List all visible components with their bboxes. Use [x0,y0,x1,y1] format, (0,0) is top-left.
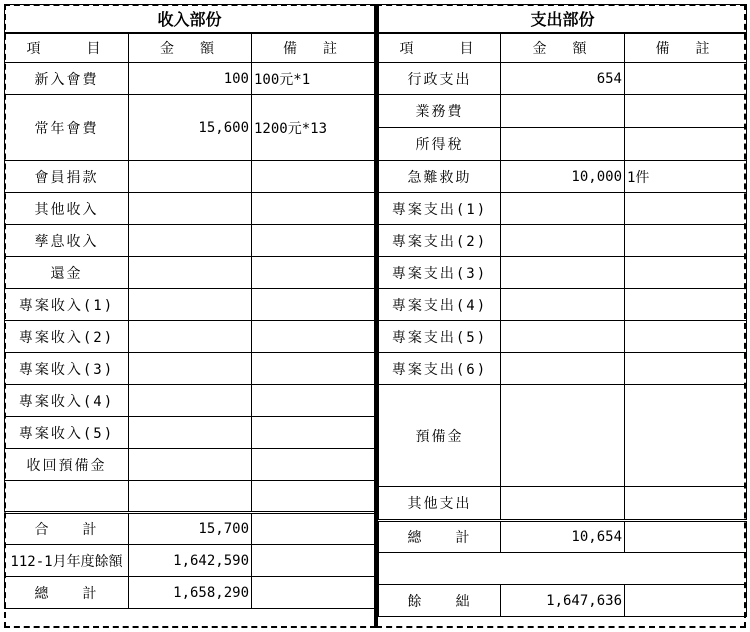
expense-col-item: 項 目 [379,33,501,63]
income-item: 專案收入(2) [5,321,129,353]
table-row [379,95,747,128]
table-row [379,63,747,95]
expense-note: 1件 [625,161,747,193]
expense-balance-row [379,585,747,617]
expense-amount [501,193,625,225]
income-total-row [5,577,375,609]
income-amount [129,193,252,225]
income-subtotal-label: 合 計 [5,513,129,545]
table-row [379,289,747,321]
income-note [252,353,375,385]
table-row [5,289,375,321]
table-row [5,225,375,257]
table-row [5,63,375,95]
expense-blank-row [379,553,747,585]
income-item: 專案收入(4) [5,385,129,417]
income-note [252,193,375,225]
income-amount: 100 [129,63,252,95]
table-row [379,128,747,161]
table-row [379,193,747,225]
expense-note [625,289,747,321]
income-note: 100元*1 [252,63,375,95]
expense-note [625,225,747,257]
income-carryover-note [252,545,375,577]
expense-item: 專案支出(1) [379,193,501,225]
table-row [379,353,747,385]
income-item: 孳息收入 [5,225,129,257]
income-amount [129,257,252,289]
income-amount [129,289,252,321]
expense-col-amount: 金 額 [501,33,625,63]
expense-amount [501,353,625,385]
income-item: 收回預備金 [5,449,129,481]
table-row [5,481,375,513]
expense-amount [501,289,625,321]
table-row [379,385,747,487]
income-table [4,4,375,609]
table-row [379,487,747,521]
income-total-amount: 1,658,290 [129,577,252,609]
income-note [252,385,375,417]
income-note [252,289,375,321]
table-row [379,161,747,193]
expense-note [625,385,747,487]
table-row [5,193,375,225]
expense-note [625,321,747,353]
expense-blank-cell [379,553,747,585]
ledger-sheet [4,4,746,628]
income-amount [129,481,252,513]
income-item: 新入會費 [5,63,129,95]
expense-item: 專案支出(5) [379,321,501,353]
income-note [252,321,375,353]
expense-note [625,487,747,521]
income-item: 常年會費 [5,95,129,161]
income-note [252,225,375,257]
income-carryover-amount: 1,642,590 [129,545,252,577]
table-row [379,321,747,353]
income-col-item: 項 目 [5,33,129,63]
income-amount: 15,600 [129,95,252,161]
income-note [252,257,375,289]
expense-subtotal-row [379,521,747,553]
expense-amount: 654 [501,63,625,95]
income-carryover-row [5,545,375,577]
expense-title: 支出部份 [379,5,747,33]
table-row [5,95,375,161]
expense-amount [501,257,625,289]
income-subtotal-note [252,513,375,545]
expense-note [625,95,747,128]
income-total-note [252,577,375,609]
income-item: 專案收入(3) [5,353,129,385]
expense-item: 其他支出 [379,487,501,521]
table-row [5,321,375,353]
table-row [5,161,375,193]
table-row [379,257,747,289]
expense-item: 急難救助 [379,161,501,193]
expense-amount [501,95,625,128]
table-row [5,385,375,417]
table-row [5,449,375,481]
income-total-label: 總 計 [5,577,129,609]
expense-amount [501,128,625,161]
income-amount [129,321,252,353]
income-amount [129,225,252,257]
income-col-note: 備 註 [252,33,375,63]
expense-table [378,4,747,617]
income-note [252,161,375,193]
income-item: 專案收入(5) [5,417,129,449]
expense-note [625,257,747,289]
income-note [252,449,375,481]
expense-amount [501,385,625,487]
expense-col-note: 備 註 [625,33,747,63]
expense-item: 專案支出(3) [379,257,501,289]
expense-item: 所得稅 [379,128,501,161]
expense-subtotal-label: 總 計 [379,521,501,553]
expense-item: 專案支出(6) [379,353,501,385]
table-row [5,417,375,449]
income-item: 還金 [5,257,129,289]
expense-note [625,193,747,225]
expense-note [625,63,747,95]
expense-balance-note [625,585,747,617]
income-item: 專案收入(1) [5,289,129,321]
expense-subtotal-amount: 10,654 [501,521,625,553]
income-note [252,481,375,513]
income-subtotal-row [5,513,375,545]
income-note [252,417,375,449]
expense-subtotal-note [625,521,747,553]
expense-note [625,128,747,161]
table-row [5,257,375,289]
expense-amount: 10,000 [501,161,625,193]
table-row [379,225,747,257]
expense-amount [501,225,625,257]
expense-item: 專案支出(2) [379,225,501,257]
expense-amount [501,321,625,353]
income-amount [129,417,252,449]
expense-item: 業務費 [379,95,501,128]
income-item: 會員捐款 [5,161,129,193]
expense-item: 行政支出 [379,63,501,95]
income-carryover-label: 112-1月年度餘額 [5,545,129,577]
income-title: 收入部份 [5,5,375,33]
income-item [5,481,129,513]
table-row [5,353,375,385]
income-amount [129,353,252,385]
expense-note [625,353,747,385]
income-amount [129,449,252,481]
income-subtotal-amount: 15,700 [129,513,252,545]
expense-item: 專案支出(4) [379,289,501,321]
expense-balance-amount: 1,647,636 [501,585,625,617]
expense-balance-label: 餘 絀 [379,585,501,617]
income-note: 1200元*13 [252,95,375,161]
income-amount [129,161,252,193]
income-amount [129,385,252,417]
income-col-amount: 金 額 [129,33,252,63]
expense-amount [501,487,625,521]
income-item: 其他收入 [5,193,129,225]
expense-item: 預備金 [379,385,501,487]
